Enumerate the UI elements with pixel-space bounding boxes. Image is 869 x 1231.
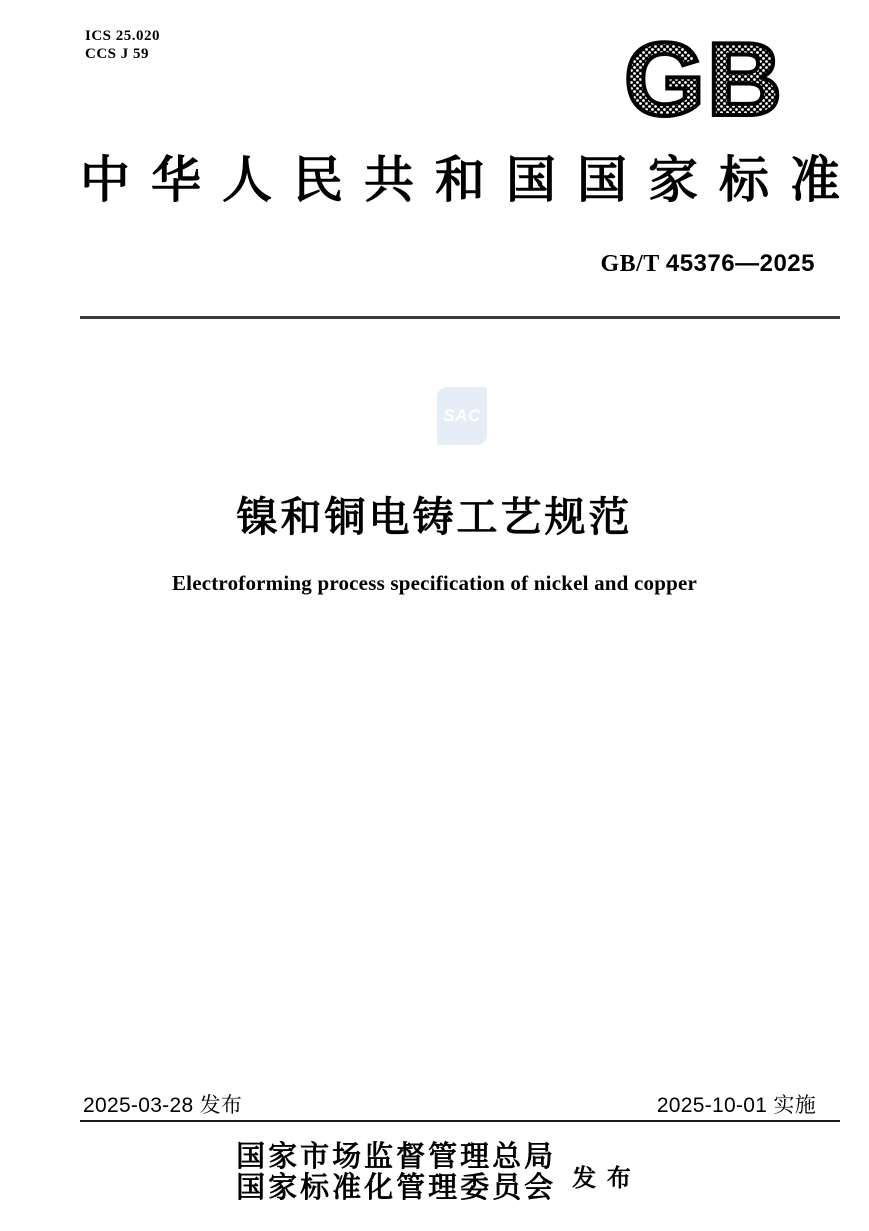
sac-watermark-text: SAC (443, 406, 481, 425)
bottom-divider (80, 1120, 840, 1122)
issue-date-label: 发布 (199, 1094, 243, 1117)
classification-codes (85, 27, 160, 63)
issuer-names (236, 1142, 556, 1204)
document-title-chinese: 镍和铜电铸工艺规范 (236, 494, 633, 540)
ccs-code: CCS J 59 (85, 46, 150, 62)
document-title-english: Electroforming process specification of nickel and copper (171, 571, 698, 595)
issue-date: 2025-03-28 发布 (83, 1094, 243, 1117)
issuer-line-2: 国家标准化管理委员会 (236, 1172, 557, 1205)
implement-date: 2025-10-01 实施 (656, 1094, 816, 1117)
standard-number-value: 45376—2025 (665, 250, 815, 277)
sac-watermark (437, 387, 487, 445)
standard-number-prefix: GB/T (600, 251, 660, 277)
issuer-block (0, 1142, 869, 1204)
implement-date-label: 实施 (773, 1094, 816, 1117)
date-row (83, 1089, 816, 1119)
gb-logo (606, 33, 802, 127)
top-divider (80, 316, 840, 319)
national-standard-title: 中华人民共和国国家标准 (80, 152, 840, 208)
ics-code: ICS 25.020 (85, 28, 161, 44)
gb-logo-text: GB (624, 33, 784, 127)
standard-number (600, 250, 815, 278)
publish-label: 发 布 (572, 1164, 633, 1192)
issuer-line-1: 国家市场监督管理总局 (236, 1141, 557, 1173)
